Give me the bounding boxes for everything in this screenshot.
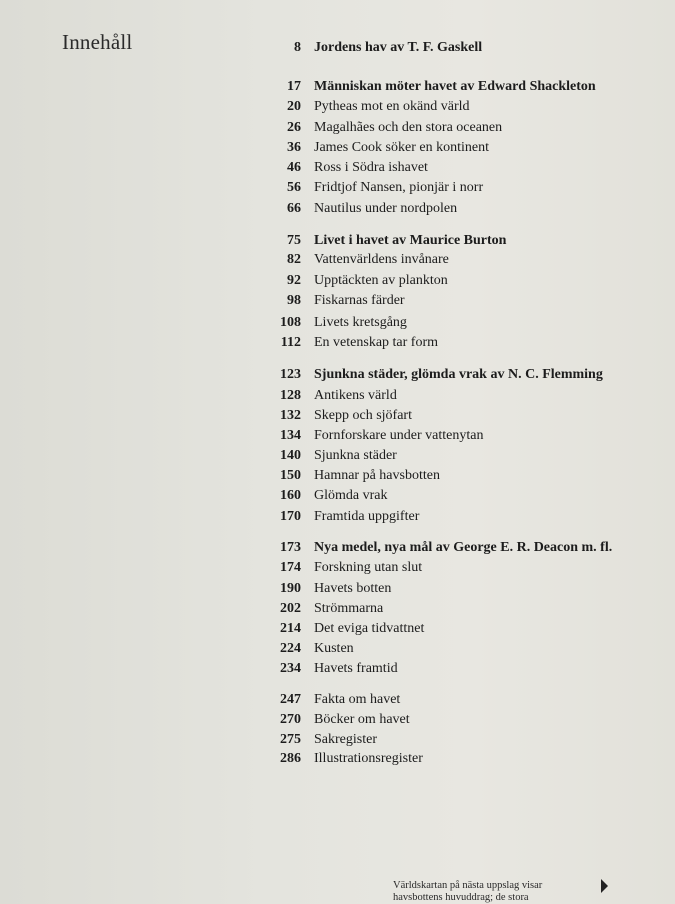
toc-page-number: 286 — [280, 751, 301, 766]
toc-entry-title: Pytheas mot en okänd värld — [314, 99, 470, 114]
toc-page-number: 275 — [280, 732, 301, 747]
toc-page-number: 128 — [280, 388, 301, 403]
toc-entry — [0, 386, 675, 406]
toc-entry-title: Nya medel, nya mål av George E. R. Deacon m. fl. — [314, 540, 613, 555]
toc-entry-title: Sjunkna städer — [314, 448, 397, 463]
toc-entry — [0, 730, 675, 750]
toc-page-number: 75 — [287, 233, 301, 248]
toc-page-number: 36 — [287, 140, 301, 155]
toc-page-number: 8 — [294, 40, 301, 55]
toc-entry-title: Hamnar på havsbotten — [314, 468, 440, 483]
toc-entry-title: Illustrationsregister — [314, 751, 423, 766]
toc-page-number: 140 — [280, 448, 301, 463]
toc-entry-title: Fridtjof Nansen, pionjär i norr — [314, 180, 484, 195]
toc-entry-title: Vattenvärldens invånare — [314, 252, 449, 267]
triangle-right-icon — [601, 879, 608, 893]
toc-entry — [0, 118, 675, 138]
toc-entry — [0, 690, 675, 710]
toc-page-number: 170 — [280, 509, 301, 524]
toc-page-number: 174 — [280, 560, 301, 575]
toc-entry-title: Människan möter havet av Edward Shackleton — [314, 79, 596, 94]
toc-entry-title: Forskning utan slut — [314, 560, 423, 575]
toc-entry — [0, 365, 675, 385]
toc-page-number: 173 — [280, 540, 301, 555]
toc-page-number: 66 — [287, 201, 301, 216]
toc-page-number: 132 — [280, 408, 301, 423]
toc-entry-title: Upptäckten av plankton — [314, 273, 448, 288]
toc-entry-title: Skepp och sjöfart — [314, 408, 412, 423]
toc-page-number: 270 — [280, 712, 301, 727]
toc-page-number: 150 — [280, 468, 301, 483]
toc-entry — [0, 446, 675, 466]
toc-page-number: 92 — [287, 273, 301, 288]
toc-entry-title: Ross i Södra ishavet — [314, 160, 428, 175]
toc-entry — [0, 313, 675, 333]
toc-page-number: 247 — [280, 692, 301, 707]
toc-entry — [0, 158, 675, 178]
toc-entry — [0, 710, 675, 730]
toc-page-number: 108 — [280, 315, 301, 330]
toc-entry — [0, 579, 675, 599]
footer-caption-line-2: havsbottens huvuddrag; de stora — [393, 892, 529, 903]
toc-entry — [0, 507, 675, 527]
toc-entry-title: Sakregister — [314, 732, 377, 747]
toc-page-number: 123 — [280, 367, 301, 382]
toc-page-number: 46 — [287, 160, 301, 175]
toc-entry-title: Sjunkna städer, glömda vrak av N. C. Flemming — [314, 367, 603, 382]
toc-entry — [0, 231, 675, 251]
toc-entry-title: Framtida uppgifter — [314, 509, 420, 524]
toc-page-number: 26 — [287, 120, 301, 135]
toc-page-number: 202 — [280, 601, 301, 616]
toc-entry-title: Livets kretsgång — [314, 315, 407, 330]
page-heading: Innehåll — [62, 30, 133, 54]
toc-entry-title: Livet i havet av Maurice Burton — [314, 233, 507, 248]
toc-entry — [0, 558, 675, 578]
toc-entry — [0, 178, 675, 198]
toc-entry-title: Strömmarna — [314, 601, 384, 616]
toc-entry — [0, 486, 675, 506]
toc-entry — [0, 639, 675, 659]
toc-page-number: 224 — [280, 641, 301, 656]
toc-entry-title: Det eviga tidvattnet — [314, 621, 425, 636]
toc-entry — [0, 38, 675, 58]
toc-entry-title: Havets botten — [314, 581, 392, 596]
toc-page-number: 160 — [280, 488, 301, 503]
toc-entry-title: Glömda vrak — [314, 488, 388, 503]
toc-page-number: 56 — [287, 180, 301, 195]
toc-entry — [0, 199, 675, 219]
toc-page-number: 20 — [287, 99, 301, 114]
toc-entry-title: En vetenskap tar form — [314, 335, 439, 350]
toc-entry-title: James Cook söker en kontinent — [314, 140, 489, 155]
toc-entry — [0, 97, 675, 117]
toc-page-number: 214 — [280, 621, 301, 636]
toc-entry — [0, 599, 675, 619]
toc-entry — [0, 333, 675, 353]
toc-entry — [0, 291, 675, 311]
toc-page-number: 190 — [280, 581, 301, 596]
toc-entry-title: Fakta om havet — [314, 692, 401, 707]
toc-entry — [0, 538, 675, 558]
toc-entry-title: Nautilus under nordpolen — [314, 201, 458, 216]
footer-caption — [393, 880, 542, 904]
toc-entry — [0, 426, 675, 446]
toc-entry-title: Antikens värld — [314, 388, 397, 403]
toc-entry — [0, 619, 675, 639]
toc-page-number: 134 — [280, 428, 301, 443]
toc-entry-title: Jordens hav av T. F. Gaskell — [314, 40, 483, 55]
toc-page-number: 82 — [287, 252, 301, 267]
toc-entry — [0, 406, 675, 426]
toc-entry — [0, 138, 675, 158]
toc-entry-title: Kusten — [314, 641, 354, 656]
toc-entry — [0, 250, 675, 270]
toc-page-number: 17 — [287, 79, 301, 94]
toc-entry — [0, 77, 675, 97]
toc-entry-title: Fornforskare under vattenytan — [314, 428, 484, 443]
toc-entry-title: Magalhães och den stora oceanen — [314, 120, 503, 135]
toc-entry — [0, 271, 675, 291]
toc-page-number: 234 — [280, 661, 301, 676]
toc-entry-title: Fiskarnas färder — [314, 293, 405, 308]
toc-page-number: 112 — [280, 335, 301, 350]
toc-entry — [0, 659, 675, 679]
toc-entry-title: Böcker om havet — [314, 712, 410, 727]
toc-page-number: 98 — [287, 293, 301, 308]
toc-entry-title: Havets framtid — [314, 661, 398, 676]
footer-caption-line-1: Världskartan på nästa uppslag visar — [393, 880, 543, 891]
toc-entry — [0, 749, 675, 769]
toc-entry — [0, 466, 675, 486]
